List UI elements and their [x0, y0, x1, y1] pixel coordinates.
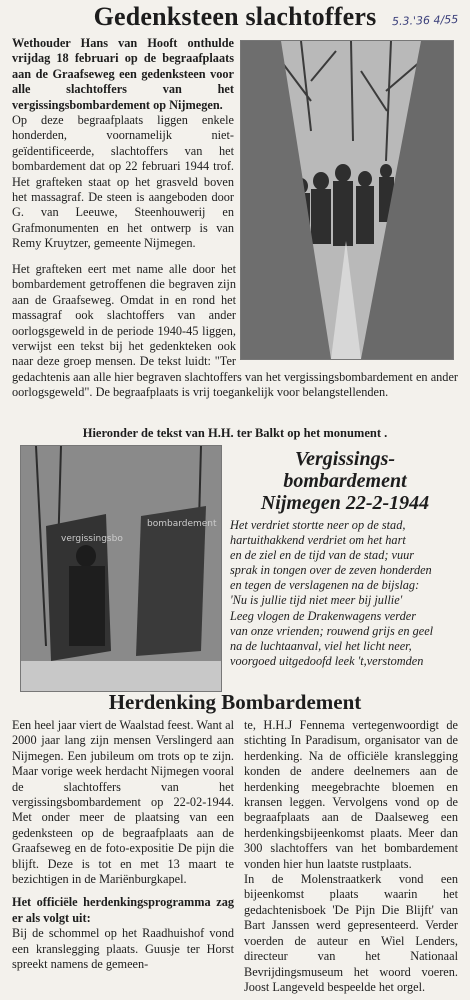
article1-paragraph-2-wrap: [12, 262, 458, 401]
article2-paragraph-2: Bij de schommel op het Raadhuishof vond een kranslegging plaats. Guusje ter Horst spreekt namens de gemeen-: [12, 926, 234, 972]
monument-photo: [20, 445, 222, 692]
handwritten-date: 5.3.'36 4/55: [391, 12, 459, 29]
article2-paragraph-1: Een heel jaar viert de Waalstad feest. Want al 2000 jaar lang zijn mensen Verslingerd aan Nijmegen. Een jubileum om trots op te zijn. Maar vorige week herdacht Nijmegen vooral de slachtoffers van het vergissingsbombardement op 22-02-1944. Met onder meer de plaatsing van een gedenksteen op de begraafplaats aan de Graafseweg en de foto-expositie De pijn die blijft. Deze is tot en met 13 maart te bezichtigen in de Mariënburgkapel.: [12, 718, 234, 887]
monument-photo-graphic: [21, 446, 221, 691]
poem-title-line-2: bombardement: [283, 470, 407, 492]
poem-title: [230, 448, 460, 514]
poem-line: na de luchtaanval, viel het licht neer,: [230, 638, 412, 653]
page-title: Gedenksteen slachtoffers: [93, 2, 377, 31]
poem-line: voorgoed uitgedoofd leek 't,verstomden: [230, 653, 424, 668]
article1-paragraph-2: Het grafteken eert met name alle door het bombardement getroffenen die begraven zijn aan de Graafseweg. Omdat in en rond het massagraf ook slachtoffers van ander oorlogsgeweld in de periode 1940-45 liggen, verwijst een tekst bij het gedenkteken ook naar deze groep mensen. De tekst luidt: "Ter gedachtenis aan alle hier begraven slachtoffers van het vergissingsbombardement en ander oorlogsgeweld". De begraafplaats is vrij toegankelijk voor belangstellenden.: [12, 262, 458, 400]
article2-title: Herdenking Bombardement: [108, 690, 362, 714]
poem-line: en de ziel en de tijd van de stad; vuur: [230, 548, 415, 563]
article2-paragraph-3: te, H.H.J Fennema vertegenwoordigt de stichting In Paradisum, organisator van de herdenking. Na de officiële kranslegging konden de andere deelnemers aan de herdenking meegebrachte bloemen en kransen leggen. Vervolgens vond op de begraafplaats aan de Daalseweg een herdenkingsbijeenkomst plaats. Meer dan 300 slachtoffers van het bombardement vonden hier hun laatste rustplaats.: [244, 718, 458, 871]
poem-line: van onze vrienden; rouwend grijs en geel: [230, 623, 434, 638]
poem-body: [230, 518, 466, 669]
article1-column: [12, 36, 234, 260]
poem-line: en tegen de verslagenen na de bijslag:: [230, 578, 420, 593]
article1-lead: Wethouder Hans van Hooft onthulde vrijdag 18 februari op de begraafplaats aan de Graafseweg een gedenksteen voor alle slachtoffers van het vergissingsbombardement op Nijmegen.: [12, 36, 234, 112]
photo-wrap-spacer: [236, 262, 458, 358]
poem-line: Leeg vlogen de Drakenwagens verder: [230, 608, 416, 623]
poem-line: sprak in tongen over de zeven honderden: [230, 563, 432, 578]
poem-title-line-3: Nijmegen 22-2-1944: [260, 492, 430, 514]
article2-column-1: [12, 718, 234, 973]
article2-column-2: [244, 718, 458, 995]
monument-text-caption: Hieronder de tekst van H.H. ter Balkt op het monument .: [82, 426, 388, 440]
article1-paragraph-1: Op deze begraafplaats liggen enkele honderden, voornamelijk niet-geïdentificeerde, slachtoffers van het bombardement dat op 22 februari 1944 trof. Het grafteken staat op het grasveld boven het massagraf. De steen is aangeboden door G. van Leeuwe, Steenhouwerij en Grafmonumenten en het ontwerp is van Remy Kruytzer, gemeente Nijmegen.: [12, 113, 234, 251]
poem-line: hartuithakkend verdriet om het hart: [230, 533, 406, 548]
poem-line: 'Nu is jullie tijd niet meer bij jullie': [230, 593, 403, 608]
article2-paragraph-4: In de Molenstraatkerk vond een bijeenkomst plaats waarin het gedachtenisboek 'De Pijn Die Blijft' van Bart Janssen werd gepresenteerd. Verder voerden de auteur en Wiel Lenders, directeur van het Nationaal Bevrijdingsmuseum het woord voeren. Joost Langeveld bespeelde het orgel.: [244, 872, 458, 994]
article2-subheading: Het officiële herdenkingsprogramma zag er als volgt uit:: [12, 895, 234, 925]
stone-text-right: bombardement: [147, 519, 217, 529]
poem-line: Het verdriet stortte neer op de stad,: [230, 518, 406, 532]
poem-title-line-1: Vergissings-: [294, 448, 396, 470]
stone-text-left: vergissingsbo: [61, 534, 123, 544]
